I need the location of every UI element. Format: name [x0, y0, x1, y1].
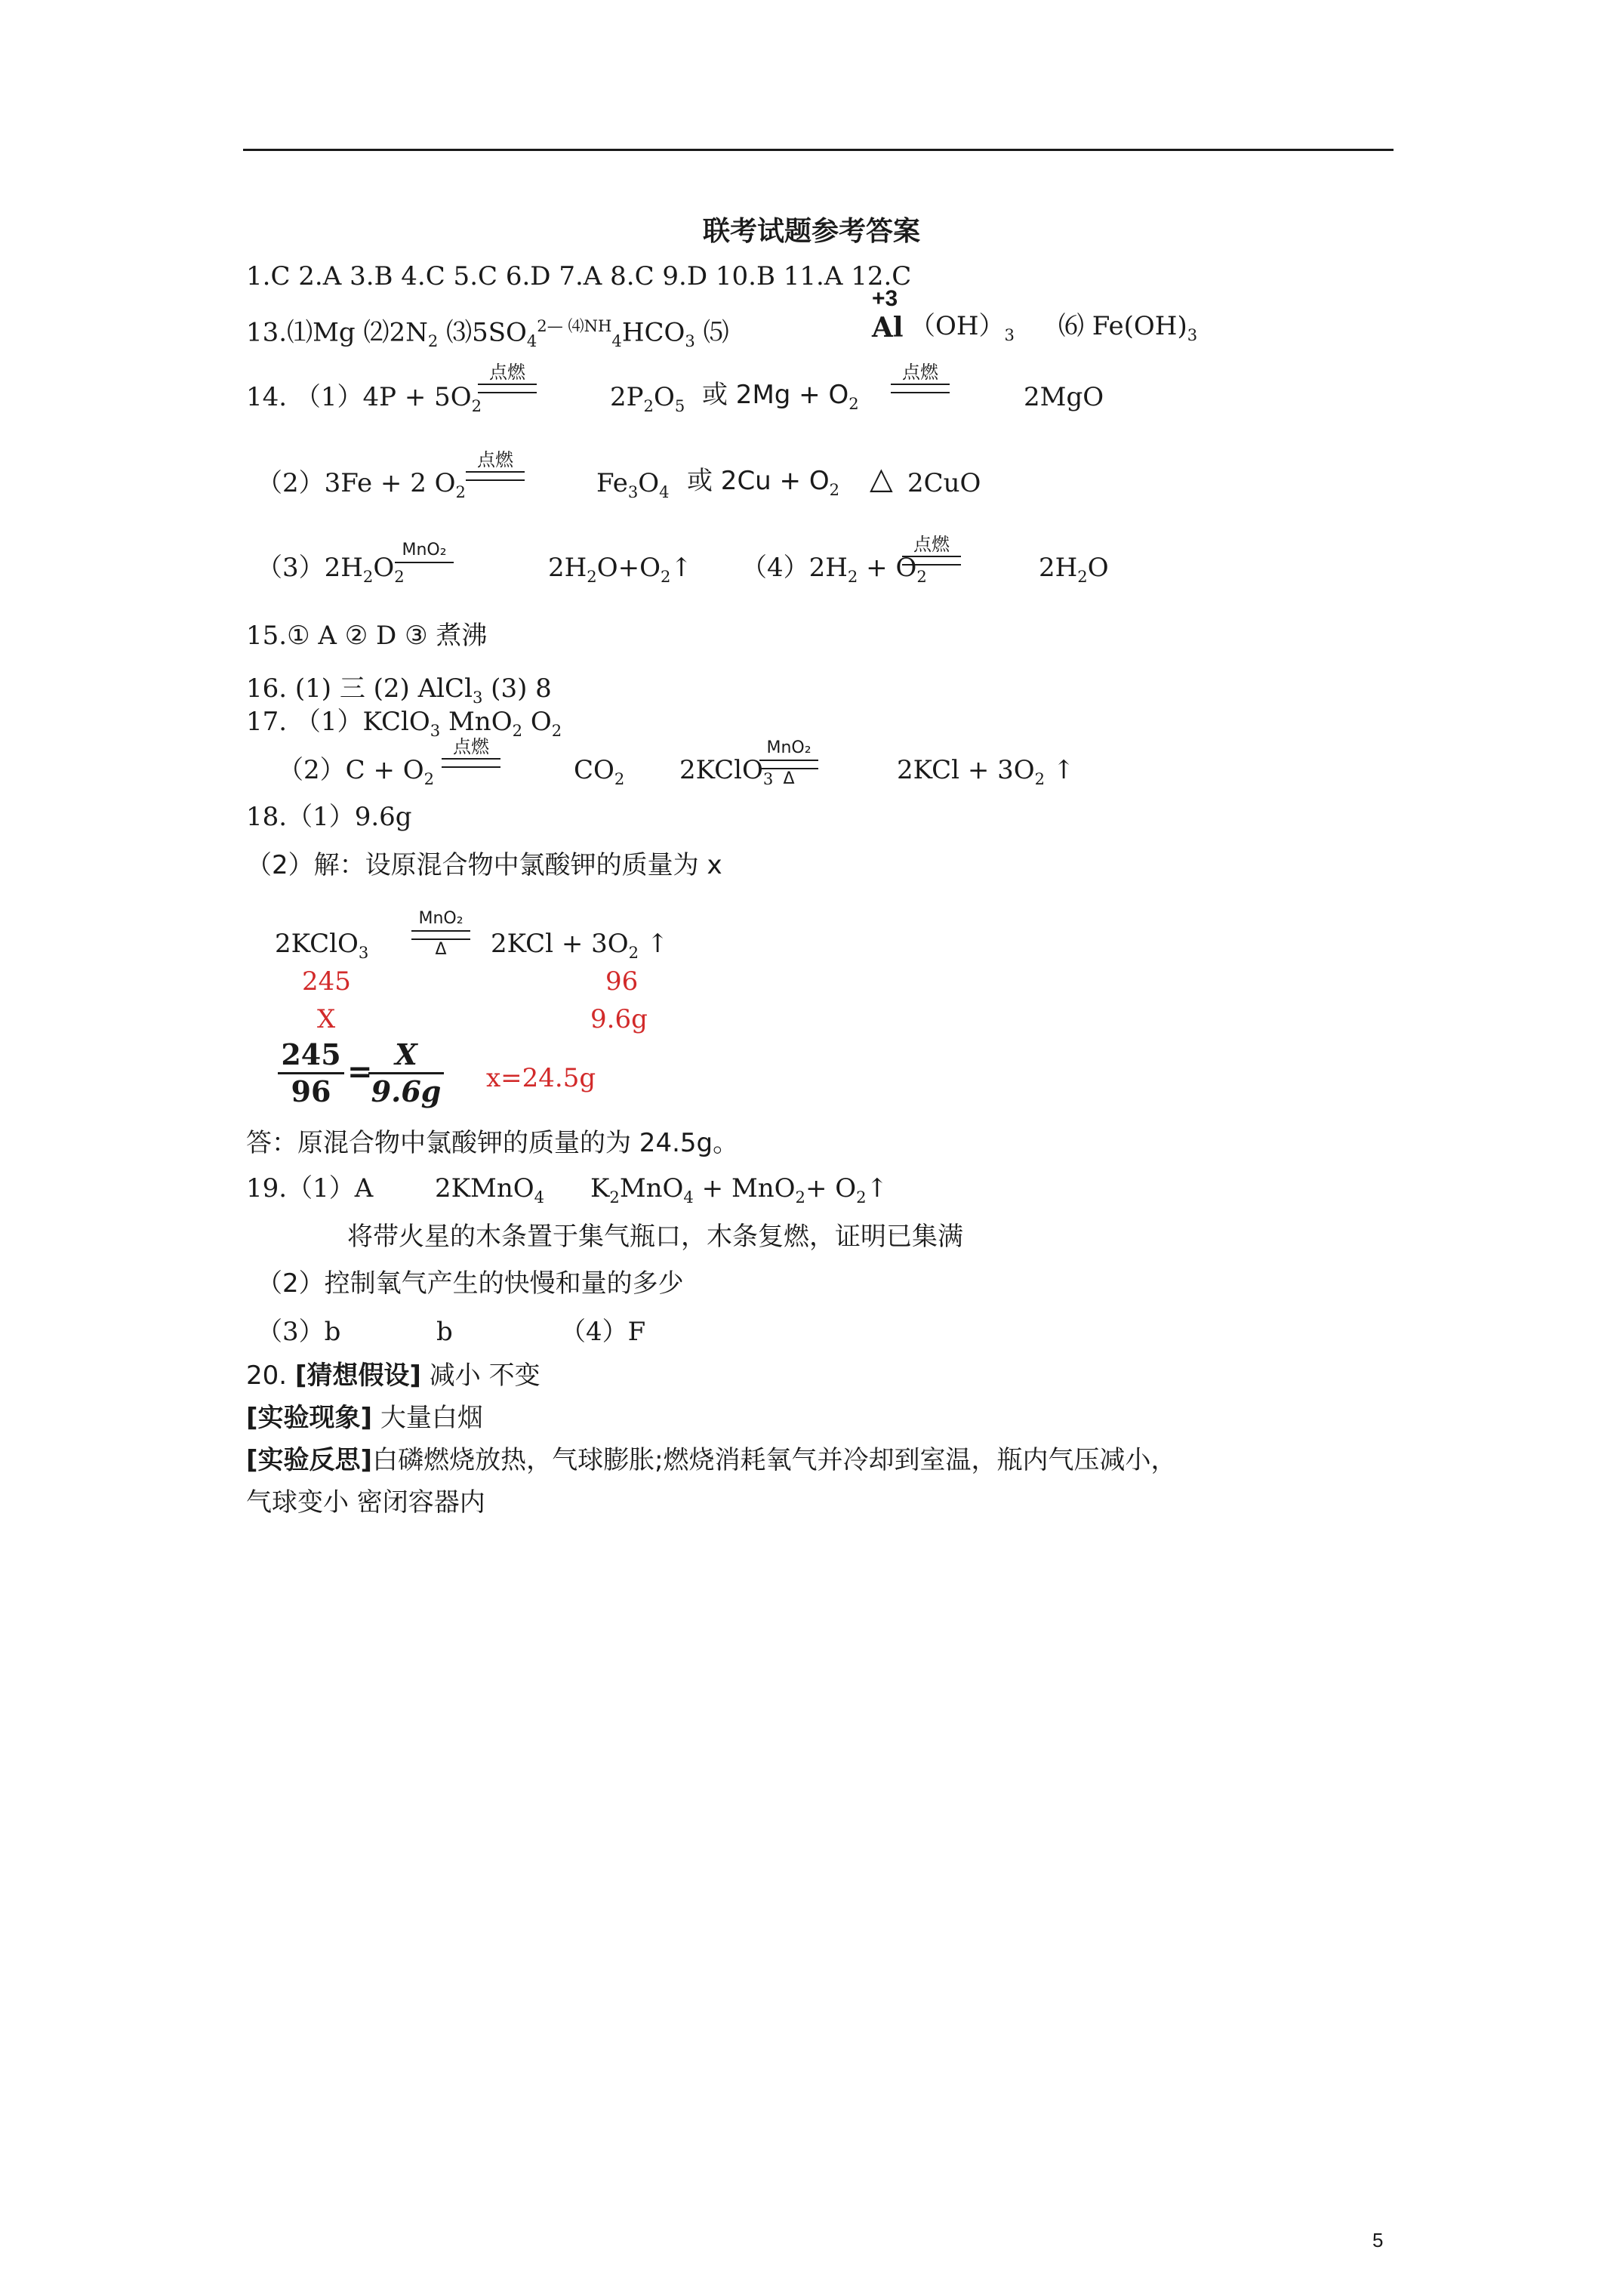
answer-14-1b: $2P_2O_5$ [610, 382, 685, 415]
unknown-x: X [317, 1004, 336, 1034]
answer-19-4: （4）F [560, 1317, 646, 1347]
page-number: 5 [1372, 2229, 1384, 2251]
answer-14-1a: 14. $(1)4P + 5O_2$ [246, 382, 482, 415]
header-rule [243, 149, 1394, 151]
heat-triangle: △ [870, 461, 893, 496]
condition-mno2-heat-2: MnO₂ Δ [411, 909, 470, 960]
mass-245: 245 [302, 966, 351, 997]
equals-sign: = [347, 1054, 373, 1089]
condition-ignite-5: 点燃 [442, 737, 500, 768]
answer-15: 15.① A ② D ③ 煮沸 [246, 621, 488, 651]
equation-18-left: 2KClO$_3$ [275, 929, 369, 962]
answer-14-3c: $(4)2H_2 + O_2$ [741, 553, 927, 586]
condition-mno2-heat-1: MnO₂ Δ [759, 738, 818, 789]
answer-14-2a: （2）3Fe + 2 $O_2$ [257, 468, 466, 501]
condition-ignite-3: 点燃 [466, 450, 525, 481]
equation-18-right: $2KCl + 3O_2$ ↑ [491, 929, 669, 962]
answer-19-3b: b [436, 1317, 453, 1347]
result-x: x=24.5g [486, 1063, 596, 1093]
answer-19-2: （2）控制氧气产生的快慢和量的多少 [257, 1268, 684, 1299]
answer-19-1a: 19.（1）A [246, 1173, 374, 1203]
answer-19-3: （3）b [257, 1317, 341, 1347]
answer-14-3d: $2H_2O$ [1039, 553, 1109, 586]
mass-96: 96 [605, 966, 639, 997]
condition-mno2-1: MnO₂ [395, 541, 454, 563]
al-symbol: Al [872, 312, 904, 344]
answer-17-2b: $CO_2$ [574, 755, 625, 788]
al-charge: +3 [872, 286, 898, 311]
answer-13: 13.⑴Mg $⑵2N_2$ $⑶5SO_4^{2— ⑷NH}_4HCO_3$ ⑸ [246, 316, 729, 351]
answers-1-12: 1.C 2.A 3.B 4.C 5.C 6.D 7.A 8.C 9.D 10.B 11.A 12.C [246, 261, 912, 291]
answer-20-1: 20. [猜想假设] 减小 不变 [246, 1361, 540, 1391]
condition-ignite-2: 点燃 [891, 362, 950, 393]
condition-ignite-4: 点燃 [902, 535, 961, 566]
answer-19-1c: $K_2MnO_4 + MnO_2+$ $O_2↑$ [590, 1173, 888, 1207]
answer-18-2: （2）解：设原混合物中氯酸钾的质量为 x [246, 850, 722, 880]
answer-20-3: [实验反思]白磷燃烧放热，气球膨胀;燃烧消耗氧气并冷却到室温，瓶内气压减小， [246, 1445, 1177, 1475]
answer-14-3a: $(3)2H_2O_2$ [257, 553, 405, 586]
fe-hydroxide: ⑹ $Fe(OH)_3$ [1058, 311, 1198, 344]
answer-19-note: 将带火星的木条置于集气瓶口，木条复燃，证明已集满 [347, 1222, 963, 1252]
al-hydroxide: $(OH)_3$ [910, 311, 1015, 344]
answer-14-2b: $Fe_3O_4$ [596, 468, 670, 501]
answer-14-2d: 2CuO [907, 468, 981, 498]
mass-9-6g: 9.6g [590, 1004, 648, 1034]
answer-17-2d: $2KCl + 3O_2$ ↑ [897, 755, 1075, 788]
answer-18-1: 18.（1）9.6g [246, 802, 412, 832]
answer-14-1c: 或 $2Mg + O_2$ [702, 380, 859, 413]
fraction-245-96: $\frac{245}{96}$ [278, 1037, 344, 1109]
page-title: 联考试题参考答案 [702, 216, 920, 247]
answer-20-4: 气球变小 密闭容器内 [246, 1487, 485, 1518]
answer-17-2a: $(2)C + O_2$ [278, 755, 435, 788]
answer-14-2c: 或 $2Cu + O_2$ [687, 466, 840, 499]
fraction-x-9-6g: $\frac{X}{9.6g}$ [368, 1037, 444, 1109]
answer-19-1b: 2KMnO$_4$ [435, 1173, 545, 1207]
answer-17-2c: 2KClO$_3$ [679, 755, 774, 788]
answer-17-1: 17. （1）KClO$_3$ MnO$_2$ $O_2$ [246, 707, 562, 740]
condition-ignite-1: 点燃 [478, 362, 537, 393]
answer-14-3b: $2H_2O+O_2↑$ [548, 553, 692, 586]
answer-20-2: [实验现象] 大量白烟 [246, 1403, 483, 1433]
answer-16: 16. (1) 三 (2) AlCl$_3$ (3) 8 [246, 673, 552, 707]
answer-14-1d: 2MgO [1024, 382, 1104, 412]
answer-18-conclusion: 答：原混合物中氯酸钾的质量的为 24.5g。 [246, 1128, 739, 1158]
